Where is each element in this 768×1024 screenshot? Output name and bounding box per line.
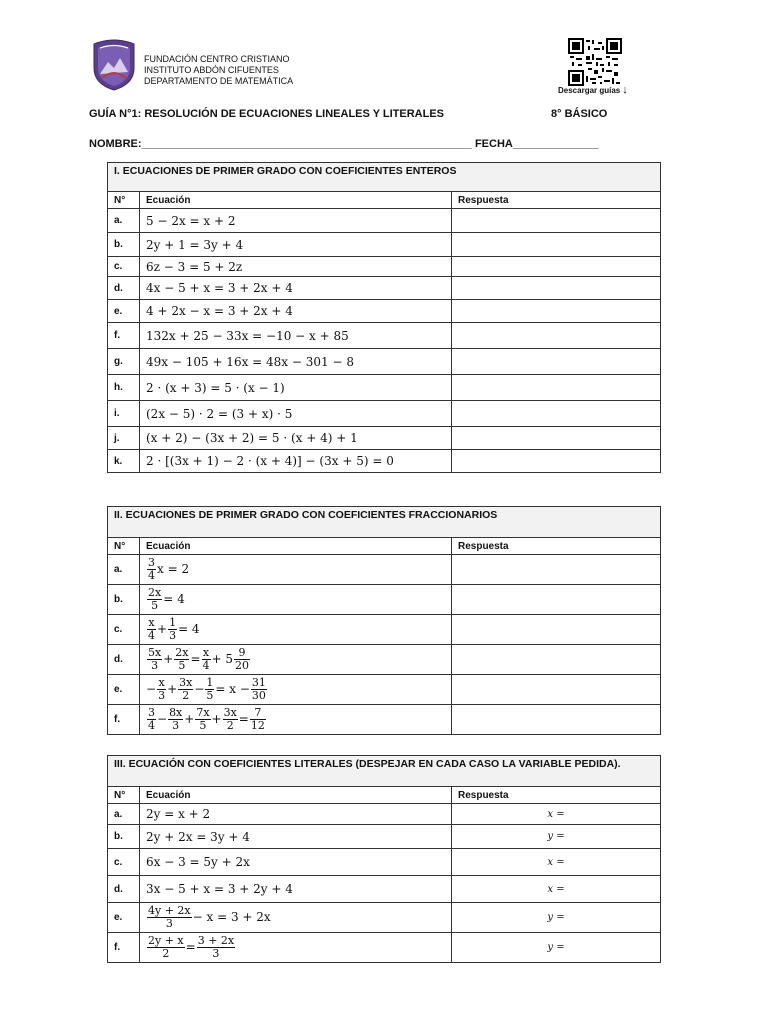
equation-row — [108, 277, 661, 300]
fraction-denominator: 5 — [151, 599, 159, 612]
row-label: c. — [108, 615, 140, 645]
equation-operator: − — [146, 682, 157, 696]
equation-cell — [140, 555, 452, 585]
row-label: c. — [108, 257, 140, 277]
answer-cell[interactable] — [452, 645, 661, 675]
equation-cell — [140, 300, 452, 323]
equation-cell — [140, 903, 452, 933]
column-header-answer: Respuesta — [452, 787, 661, 804]
answer-cell[interactable] — [452, 675, 661, 705]
equation-text: 2 · [(3x + 1) − 2 · (x + 4)] − (3x + 5) = 0 — [146, 454, 394, 468]
equation-cell — [140, 233, 452, 257]
fraction-numerator: 3x — [179, 676, 193, 689]
equation-row — [108, 209, 661, 233]
equation-operator: = 4 — [163, 592, 185, 606]
answer-cell[interactable] — [452, 705, 661, 735]
fraction-denominator: 3 — [169, 629, 177, 642]
fraction-denominator: 30 — [251, 689, 266, 702]
fraction-numerator: 31 — [251, 676, 266, 689]
equation-text — [146, 646, 251, 672]
fraction-numerator: 2y + x — [148, 934, 184, 947]
fraction-numerator: 1 — [206, 676, 214, 689]
equation-text: 3x − 5 + x = 3 + 2y + 4 — [146, 882, 293, 896]
equation-text: 6x − 3 = 5y + 2x — [146, 855, 250, 869]
answer-cell[interactable] — [452, 277, 661, 300]
fraction-denominator: 3 — [212, 947, 220, 960]
equation-cell — [140, 615, 452, 645]
fraction-denominator: 2 — [226, 719, 234, 732]
equation-operator: = 4 — [178, 622, 200, 636]
row-label: a. — [108, 555, 140, 585]
equation-row — [108, 427, 661, 450]
equation-cell — [140, 209, 452, 233]
answer-cell[interactable] — [452, 933, 661, 963]
equation-cell — [140, 349, 452, 375]
equation-row — [108, 903, 661, 933]
column-header-number: N° — [108, 192, 140, 209]
equation-text: 4x − 5 + x = 3 + 2x + 4 — [146, 281, 293, 295]
section-2-table — [107, 506, 661, 735]
equation-cell — [140, 277, 452, 300]
answer-cell[interactable] — [452, 401, 661, 427]
fraction-denominator: 12 — [250, 719, 265, 732]
answer-variable: x = — [547, 856, 565, 868]
fraction — [197, 935, 235, 960]
fraction-denominator: 5 — [199, 719, 207, 732]
fraction — [157, 677, 166, 702]
fraction — [147, 587, 162, 612]
equation-row — [108, 233, 661, 257]
equation-row — [108, 804, 661, 825]
fraction-numerator: x — [158, 676, 165, 689]
fraction — [205, 677, 214, 702]
guide-title: GUÍA N°1: RESOLUCIÓN DE ECUACIONES LINEALES Y LITERALES — [89, 108, 445, 120]
equation-text: 6z − 3 = 5 + 2z — [146, 259, 243, 274]
answer-cell[interactable] — [452, 450, 661, 473]
equation-text: (2x − 5) · 2 = (3 + x) · 5 — [146, 406, 293, 421]
row-label: k. — [108, 450, 140, 473]
equation-text — [146, 556, 190, 582]
row-label: f. — [108, 323, 140, 349]
fraction-numerator: 3 + 2x — [197, 934, 235, 947]
institution-line-1: FUNDACIÓN CENTRO CRISTIANO — [144, 54, 290, 64]
fraction — [147, 557, 156, 582]
fraction — [195, 707, 210, 732]
document-header — [88, 38, 688, 98]
equation-cell — [140, 804, 452, 825]
fraction-denominator: 4 — [202, 659, 210, 672]
row-label: f. — [108, 933, 140, 963]
equation-cell — [140, 825, 452, 849]
equation-row — [108, 876, 661, 903]
fraction — [147, 617, 156, 642]
equation-text — [146, 904, 271, 930]
fraction-numerator: 4y + 2x — [148, 904, 191, 917]
equation-text: 5 − 2x = x + 2 — [146, 213, 236, 228]
equation-cell — [140, 645, 452, 675]
fraction-numerator: 3 — [148, 706, 155, 719]
equation-cell — [140, 585, 452, 615]
equation-row — [108, 825, 661, 849]
equation-cell — [140, 849, 452, 876]
fraction — [234, 647, 250, 672]
fraction-denominator: 2 — [162, 947, 170, 960]
school-crest-logo — [88, 38, 140, 92]
fraction-numerator: 1 — [169, 616, 177, 629]
row-label: i. — [108, 401, 140, 427]
equation-row — [108, 349, 661, 375]
qr-caption-text: Descargar guías — [558, 86, 621, 95]
equation-text: 4 + 2x − x = 3 + 2x + 4 — [146, 304, 293, 318]
equation-cell — [140, 705, 452, 735]
fraction-denominator: 3 — [151, 659, 159, 672]
equation-row — [108, 615, 661, 645]
answer-cell[interactable] — [452, 375, 661, 401]
equation-cell — [140, 257, 452, 277]
answer-variable: y = — [547, 831, 565, 842]
fraction-numerator: 2x — [148, 586, 162, 599]
equation-row — [108, 705, 661, 735]
fraction — [168, 707, 183, 732]
section-1-table — [107, 162, 661, 473]
equation-text — [146, 706, 267, 732]
fraction — [168, 617, 177, 642]
institution-block — [144, 54, 293, 87]
fraction-denominator: 20 — [235, 659, 250, 672]
answer-variable: x = — [547, 883, 565, 895]
row-label: j. — [108, 427, 140, 450]
equation-cell — [140, 427, 452, 450]
equation-operator: + — [163, 652, 174, 666]
equation-operator: + — [184, 712, 195, 726]
fraction-numerator: 7 — [250, 707, 266, 720]
column-header-answer: Respuesta — [452, 538, 661, 555]
row-label: e. — [108, 903, 140, 933]
equation-row — [108, 401, 661, 427]
row-label: d. — [108, 277, 140, 300]
column-header-number: N° — [108, 538, 140, 555]
equation-operator: x = 2 — [157, 562, 190, 576]
answer-cell[interactable] — [452, 209, 661, 233]
institution-line-2: INSTITUTO ABDÓN CIFUENTES — [144, 65, 279, 75]
answer-variable: x = — [547, 808, 565, 820]
answer-cell[interactable] — [452, 585, 661, 615]
equation-cell — [140, 675, 452, 705]
row-label: a. — [108, 804, 140, 825]
row-label: e. — [108, 300, 140, 323]
equation-operator: − — [194, 682, 205, 696]
equation-row — [108, 555, 661, 585]
fraction — [250, 707, 266, 732]
download-arrow-icon: ↓ — [622, 84, 628, 96]
answer-cell[interactable] — [452, 849, 661, 876]
fraction — [147, 707, 156, 732]
fraction-numerator: x — [202, 646, 210, 659]
answer-cell[interactable] — [452, 233, 661, 257]
fraction-numerator: x — [148, 616, 155, 629]
equation-text: 2 · (x + 3) = 5 · (x − 1) — [146, 380, 285, 395]
answer-cell[interactable] — [452, 300, 661, 323]
equation-text: 2y + 1 = 3y + 4 — [146, 237, 244, 252]
fraction-denominator: 4 — [148, 629, 155, 642]
fraction-denominator: 3 — [172, 719, 180, 732]
fraction-numerator: 3 — [148, 556, 155, 569]
row-label: c. — [108, 849, 140, 876]
fraction — [147, 905, 192, 930]
equation-operator: − — [157, 712, 168, 726]
row-label: b. — [108, 585, 140, 615]
equation-operator: − x = 3 + 2x — [192, 910, 271, 924]
equation-text: 2y = x + 2 — [146, 807, 211, 821]
qr-caption[interactable] — [558, 84, 628, 96]
equation-row — [108, 257, 661, 277]
equation-row — [108, 645, 661, 675]
answer-cell[interactable] — [452, 615, 661, 645]
fraction-denominator: 3 — [158, 689, 166, 702]
column-header-equation: Ecuación — [140, 787, 452, 804]
row-label: b. — [108, 825, 140, 849]
row-label: d. — [108, 645, 140, 675]
equation-row — [108, 585, 661, 615]
equation-operator: + — [211, 712, 222, 726]
equation-text: 132x + 25 − 33x = −10 − x + 85 — [146, 328, 349, 343]
qr-code-icon[interactable] — [568, 38, 622, 86]
row-label: b. — [108, 233, 140, 257]
equation-cell — [140, 323, 452, 349]
equation-operator: + 5 — [211, 652, 234, 666]
fraction — [174, 647, 189, 672]
equation-cell — [140, 375, 452, 401]
fraction-denominator: 2 — [182, 689, 190, 702]
equation-operator: + — [167, 682, 178, 696]
fraction — [147, 935, 185, 960]
equation-operator: = — [185, 940, 196, 954]
answer-cell[interactable] — [452, 427, 661, 450]
fraction-numerator: 2x — [175, 646, 189, 659]
equation-text: 49x − 105 + 16x = 48x − 301 − 8 — [146, 354, 354, 369]
row-label: d. — [108, 876, 140, 903]
fraction — [202, 647, 211, 672]
equation-row — [108, 849, 661, 876]
equation-text: (x + 2) − (3x + 2) = 5 · (x + 4) + 1 — [146, 431, 358, 445]
fraction — [223, 707, 238, 732]
fraction — [251, 677, 267, 702]
equation-row — [108, 323, 661, 349]
equation-text — [146, 676, 268, 702]
column-header-answer: Respuesta — [452, 192, 661, 209]
answer-cell[interactable] — [452, 876, 661, 903]
section-title: III. ECUACIÓN CON COEFICIENTES LITERALES (DESPEJAR EN CADA CASO LA VARIABLE PEDIDA). — [108, 756, 661, 787]
grade-label: 8° BÁSICO — [551, 108, 608, 120]
column-header-number: N° — [108, 787, 140, 804]
equation-row — [108, 450, 661, 473]
row-label: f. — [108, 705, 140, 735]
fraction-denominator: 3 — [165, 917, 173, 930]
answer-cell[interactable] — [452, 804, 661, 825]
equation-cell — [140, 876, 452, 903]
equation-row — [108, 675, 661, 705]
answer-variable: y = — [547, 942, 565, 953]
answer-cell[interactable] — [452, 257, 661, 277]
fraction-numerator: 5x — [148, 646, 162, 659]
answer-cell[interactable] — [452, 825, 661, 849]
equation-row — [108, 375, 661, 401]
row-label: g. — [108, 349, 140, 375]
institution-line-3: DEPARTAMENTO DE MATEMÁTICA — [144, 76, 294, 86]
answer-cell[interactable] — [452, 349, 661, 375]
equation-row — [108, 933, 661, 963]
fraction-numerator: 9 — [234, 647, 250, 660]
fraction-numerator: 3x — [223, 706, 237, 719]
equation-text — [146, 586, 185, 612]
equation-cell — [140, 401, 452, 427]
fraction-numerator: 7x — [196, 706, 210, 719]
equation-cell — [140, 933, 452, 963]
row-label: e. — [108, 675, 140, 705]
answer-cell[interactable] — [452, 323, 661, 349]
fraction-denominator: 4 — [148, 569, 155, 582]
equation-row — [108, 300, 661, 323]
fraction — [147, 647, 162, 672]
column-header-equation: Ecuación — [140, 192, 452, 209]
equation-text — [146, 934, 236, 960]
fraction-denominator: 4 — [148, 719, 155, 732]
answer-variable: y = — [547, 912, 565, 923]
equation-cell — [140, 450, 452, 473]
fraction-denominator: 5 — [178, 659, 186, 672]
name-date-line[interactable]: NOMBRE:______________________________________________________ FECHA______________ — [89, 138, 599, 150]
answer-cell[interactable] — [452, 555, 661, 585]
section-title: I. ECUACIONES DE PRIMER GRADO CON COEFICIENTES ENTEROS — [108, 163, 661, 192]
section-title: II. ECUACIONES DE PRIMER GRADO CON COEFICIENTES FRACCIONARIOS — [108, 507, 661, 538]
equation-operator: = — [190, 652, 201, 666]
equation-text — [146, 616, 200, 642]
section-3-table — [107, 755, 661, 963]
equation-operator: = x − — [215, 682, 250, 696]
row-label: h. — [108, 375, 140, 401]
fraction — [178, 677, 193, 702]
column-header-equation: Ecuación — [140, 538, 452, 555]
equation-operator: = — [238, 712, 249, 726]
equation-text: 2y + 2x = 3y + 4 — [146, 829, 250, 844]
equation-operator: + — [157, 622, 168, 636]
row-label: a. — [108, 209, 140, 233]
fraction-denominator: 5 — [206, 689, 214, 702]
answer-cell[interactable] — [452, 903, 661, 933]
fraction-numerator: 8x — [169, 706, 183, 719]
